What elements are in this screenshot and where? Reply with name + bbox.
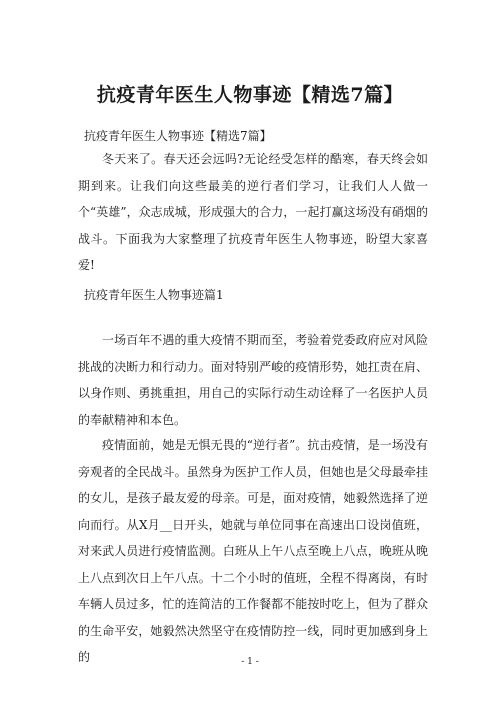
document-subtitle: 抗疫青年医生人物事迹【精选7篇】 (84, 129, 272, 143)
body-paragraph-2: 疫情面前，她是无惧无畏的“逆行者”。抗击疫情，是一场没有旁观者的全民战斗。虽然身为医护工作人员，但她也是父母最牵挂的女儿，是孩子最友爱的母亲。可是，面对疫情，她毅然选择了逆向而行。从X月__日开头，她就与单位同事在高速出口设岗值班，对来武人员进行疫情监测。白班从上午八点至晚上八点，晚班从晚上八点到次日上午八点。十二个小时的值班，全程不得离岗，有时车辆人员过多，忙的连简洁的工作餐都不能按时吃上，但为了群众的生命平安，她毅然决然坚守在疫情防控一线，同时更加感到身上的 (78, 438, 428, 664)
body-paragraph-1: 一场百年不遇的重大疫情不期而至，考验着党委政府应对风险挑战的决断力和行动力。面对特别严峻的疫情形势，她扛责在肩、以身作则、勇挑重担，用自己的实际行动生动诠释了一名医护人员的奉献精神和本色。 (78, 333, 428, 427)
document-title: 抗疫青年医生人物事迹【精选7篇】 (96, 84, 404, 106)
intro-paragraph: 冬天来了。春天还会远吗?无论经受怎样的酷寒，春天终会如期到来。让我们向这些最美的逆行者们学习，让我们人人做一个“英雄”，众志成城，形成强大的合力，一起打赢这场没有硝烟的战斗。下面我为大家整理了抗疫青年医生人物事迹，盼望大家喜爱! (78, 152, 428, 272)
page-number: - 1 - (241, 657, 259, 667)
section-heading: 抗疫青年医生人物事迹篇1 (84, 288, 224, 302)
